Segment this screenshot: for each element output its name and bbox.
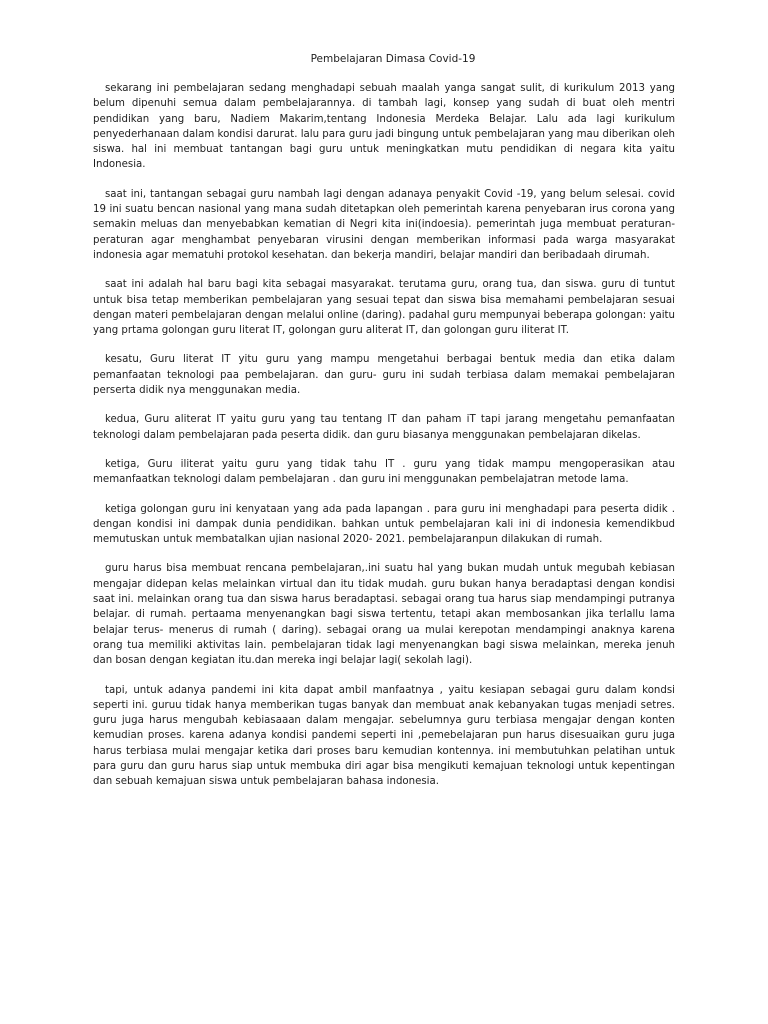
paragraph-8: guru harus bisa membuat rencana pembelajaran,.ini suatu hal yang bukan mudah untuk megubah kebiasan mengajar didepan kelas melainkan virtual dan itu tidak mudah. guru bukan hanya beradaptasi dengan kondisi saat ini. melainkan orang tua dan siswa harus beradaptasi. sebagai orang tua harus siap mendampingi putranya belajar. di rumah. pertaama menyenangkan bagi siswa tertentu, tetapi akan membosankan jika terlallu lama belajar terus- menerus di rumah ( daring). sebagai orang ua mulai kerepotan mendampingi anaknya karena orang tua memiliki aktivitas lain. pembelajaran tidak lagi menyenangkan bagi siswa melainkan, mereka jenuh dan bosan dengan kegiatan itu.dan mereka ingi belajar lagi( sekolah lagi). xyxy=(93,563,675,667)
paragraph-3: saat ini adalah hal baru bagi kita sebagai masyarakat. terutama guru, orang tua, dan siswa. guru di tuntut untuk bisa tetap memberikan pembelajaran yang sesuai tepat dan siswa bisa memahami pembelajaran sesuai dengan materi pembelajaran dengan melalui online (daring). padahal guru mempunyai beberapa golongan: yaitu yang prtama golongan guru literat IT, golongan guru aliterat IT, dan golongan guru iliterat IT. xyxy=(93,279,675,337)
document-page xyxy=(93,52,675,804)
paragraph-2: saat ini, tantangan sebagai guru nambah lagi dengan adanaya penyakit Covid -19, yang belum selesai. covid 19 ini suatu bencan nasional yang mana sudah ditetapkan oleh pemerintah karena penyebaran irus corona yang semakin meluas dan menyebabkan kematian di Negri kita ini(indoesia). pemerintah juga membuat peraturan- peraturan agar menghambat penyebaran virusini dengan memberikan informasi pada warga masyarakat indonesia agar mematuhi protokol kesehatan. dan bekerja mandiri, belajar mandiri dan beribadaah dirumah. xyxy=(93,188,675,261)
paragraph-5: kedua, Guru aliterat IT yaitu guru yang tau tentang IT dan paham iT tapi jarang mengetahu pemanfaatan teknologi dalam pembelajaran pada peserta didik. dan guru biasanya menggunakan pembelajaran dikelas. xyxy=(93,414,675,441)
paragraph-1: sekarang ini pembelajaran sedang menghadapi sebuah maalah yanga sangat sulit, di kurikulum 2013 yang belum dipenuhi semua dalam pembelajarannya. di tambah lagi, konsep yang sudah di buat oleh mentri pendidikan yang baru, Nadiem Makarim,tentang Indonesia Merdeka Belajar. Lalu ada lagi kurikulum penyederhanaan dalam kondisi darurat. lalu para guru jadi bingung untuk pembelajaran yang mau diberikan oleh siswa. hal ini membuat tantangan bagi guru untuk meningkatkan mutu pendidikan di negara kita yaitu Indonesia. xyxy=(93,83,675,171)
paragraph-4: kesatu, Guru literat IT yitu guru yang mampu mengetahui berbagai bentuk media dan etika dalam pemanfaatan teknologi paa pembelajaran. dan guru- guru ini sudah terbiasa dalam memakai pembelajaran perserta didik nya menggunakan media. xyxy=(93,354,675,397)
document-title: Pembelajaran Dimasa Covid-19 xyxy=(310,53,476,65)
paragraph-7: ketiga golongan guru ini kenyataan yang ada pada lapangan . para guru ini menghadapi para peserta didik . dengan kondisi ini dampak dunia pendidikan. bahkan untuk pembelajaran kali ini di indonesia kemendikbud memutuskan untuk membatalkan ujian nasional 2020- 2021. pembelajaranpun dilakukan di rumah. xyxy=(93,503,675,546)
paragraph-6: ketiga, Guru iliterat yaitu guru yang tidak tahu IT . guru yang tidak mampu mengoperasikan atau memanfaatkan teknologi dalam pembelajaran . dan guru ini menggunakan pembelajatran metode lama. xyxy=(93,458,675,486)
paragraph-9: tapi, untuk adanya pandemi ini kita dapat ambil manfaatnya , yaitu kesiapan sebagai guru dalam kondsi seperti ini. guruu tidak hanya memberikan tugas banyak dan membuat anak kebanyakan tugas menjadi setres. guru juga harus mengubah kebiasaaan dalam mengajar. sebelumnya guru terbiasa mengajar dengan konten kemudian proses. karena adanya kondisi pandemi seperti ini ,pemebelajaran pun harus disesuaikan guru juga harus terbiasa mulai mengajar ketika dari proses baru kemudian kontennya. ini membutuhkan pelatihan untuk para guru dan guru harus siap untuk membuka diri agar bisa mengikuti kemajuan teknologi untuk kepentingan dan sebuah kemajuan siswa untuk pembelajaran bahasa indonesia. xyxy=(93,684,675,788)
